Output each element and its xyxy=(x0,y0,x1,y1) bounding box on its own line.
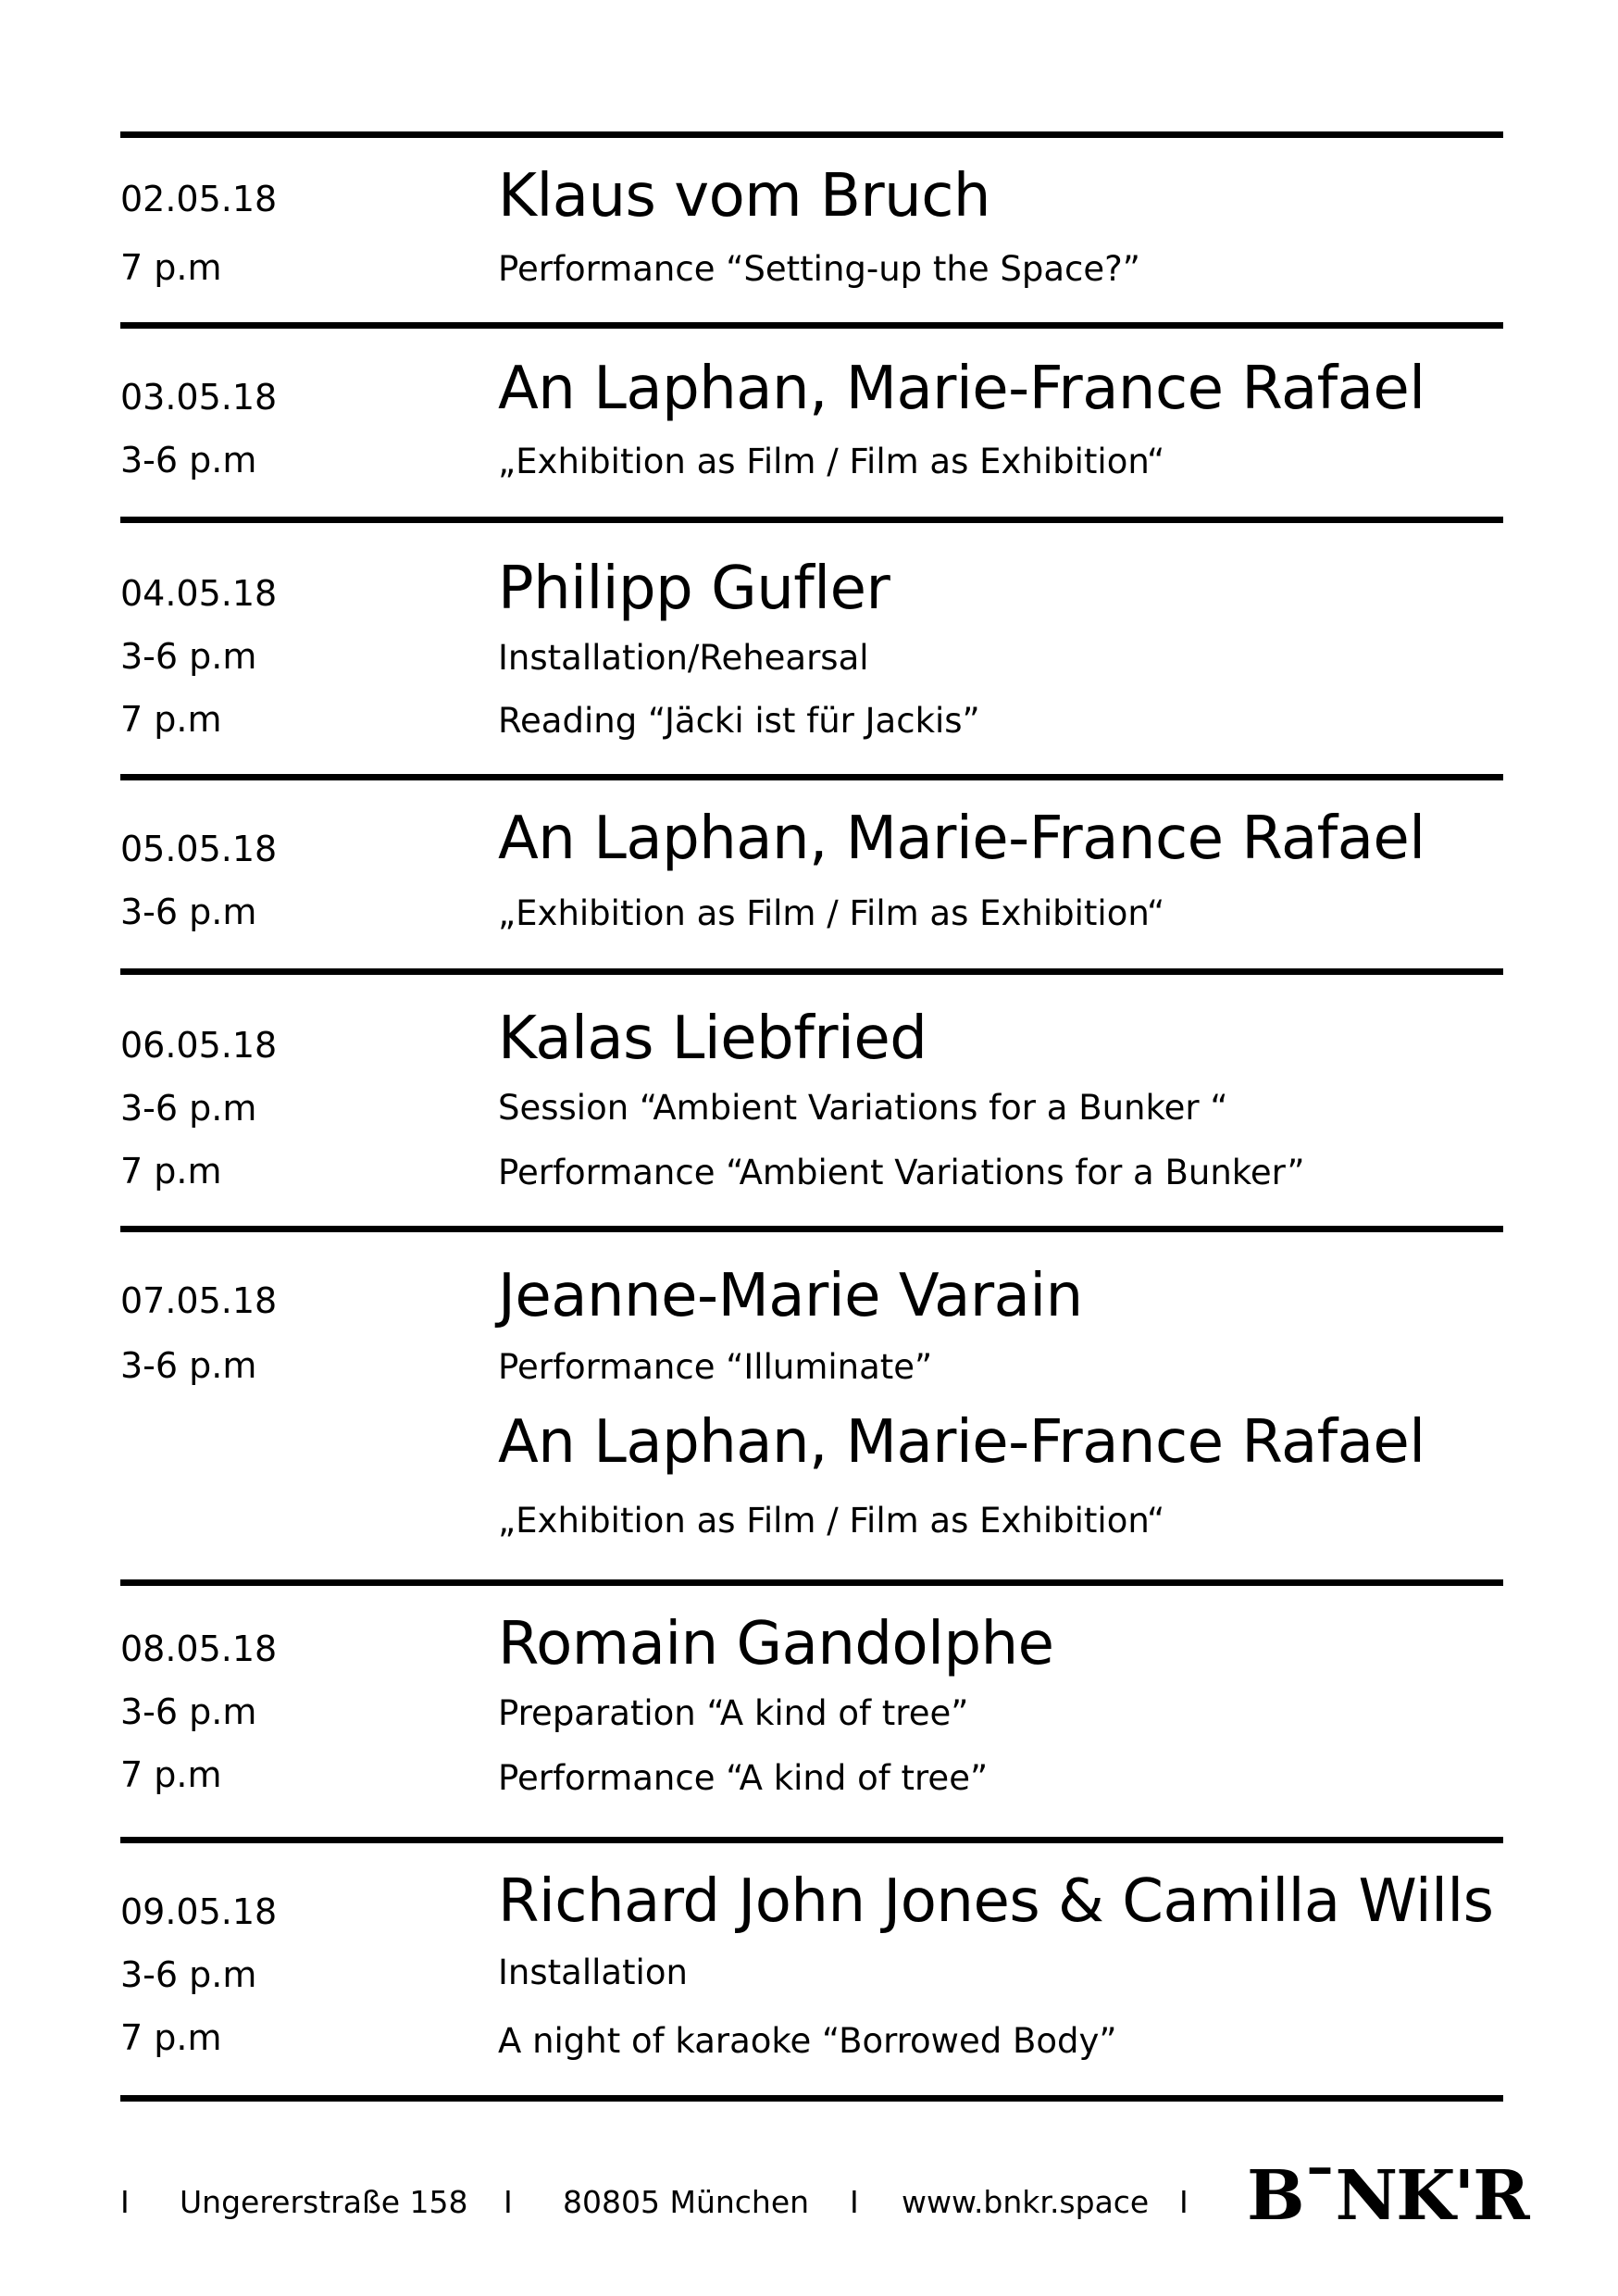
artist-name: Richard John Jones & Camilla Wills xyxy=(498,1867,1494,1936)
footer-separator: I xyxy=(1179,2184,1189,2220)
event-time: 3-6 p.m xyxy=(120,1954,257,1995)
event-description: Performance “Ambient Variations for a Bunker” xyxy=(498,1153,1305,1192)
footer-separator: I xyxy=(850,2184,859,2220)
artist-name: An Laphan, Marie-France Rafael xyxy=(498,1408,1425,1477)
event-date: 08.05.18 xyxy=(120,1628,278,1669)
divider-rule xyxy=(120,131,1503,138)
divider-rule xyxy=(120,1837,1503,1843)
footer-address: Ungererstraße 158 xyxy=(180,2184,468,2220)
event-time: 7 p.m xyxy=(120,247,222,288)
event-time: 7 p.m xyxy=(120,1151,222,1192)
divider-rule xyxy=(120,517,1503,523)
divider-rule xyxy=(120,322,1503,329)
artist-name: Jeanne-Marie Varain xyxy=(498,1262,1083,1330)
event-description: Reading “Jäcki ist für Jackis” xyxy=(498,701,980,741)
event-description: Performance “A kind of tree” xyxy=(498,1758,989,1798)
event-time: 3-6 p.m xyxy=(120,892,257,932)
event-time: 3-6 p.m xyxy=(120,1088,257,1129)
artist-name: Romain Gandolphe xyxy=(498,1610,1054,1678)
artist-name: Klaus vom Bruch xyxy=(498,162,990,231)
event-time: 7 p.m xyxy=(120,1754,222,1795)
divider-rule xyxy=(120,1579,1503,1586)
event-description: Installation xyxy=(498,1953,688,1992)
event-date: 02.05.18 xyxy=(120,179,278,219)
footer-city: 80805 München xyxy=(563,2184,810,2220)
bnkr-logo: B¯NK'R xyxy=(1247,2156,1528,2236)
event-date: 07.05.18 xyxy=(120,1280,278,1321)
event-description: „Exhibition as Film / Film as Exhibition“ xyxy=(498,893,1165,933)
artist-name: An Laphan, Marie-France Rafael xyxy=(498,805,1425,873)
event-date: 04.05.18 xyxy=(120,573,278,614)
event-time: 3-6 p.m xyxy=(120,440,257,480)
footer-separator: I xyxy=(504,2184,513,2220)
artist-name: An Laphan, Marie-France Rafael xyxy=(498,355,1425,423)
artist-name: Kalas Liebfried xyxy=(498,1004,927,1073)
event-description: Performance “Illuminate” xyxy=(498,1347,933,1387)
footer-separator: I xyxy=(120,2184,130,2220)
event-time: 7 p.m xyxy=(120,699,222,740)
event-time: 3-6 p.m xyxy=(120,1345,257,1386)
event-description: A night of karaoke “Borrowed Body” xyxy=(498,2021,1117,2061)
divider-rule xyxy=(120,2095,1503,2102)
event-date: 06.05.18 xyxy=(120,1025,278,1066)
footer-website[interactable]: www.bnkr.space xyxy=(902,2184,1150,2220)
event-time: 3-6 p.m xyxy=(120,636,257,677)
divider-rule xyxy=(120,968,1503,975)
event-description: „Exhibition as Film / Film as Exhibition“ xyxy=(498,442,1165,481)
event-date: 09.05.18 xyxy=(120,1891,278,1932)
event-description: Preparation “A kind of tree” xyxy=(498,1693,969,1733)
divider-rule xyxy=(120,1226,1503,1232)
event-description: Session “Ambient Variations for a Bunker “ xyxy=(498,1088,1228,1128)
event-description: Installation/Rehearsal xyxy=(498,638,869,678)
divider-rule xyxy=(120,774,1503,780)
event-description: „Exhibition as Film / Film as Exhibition“ xyxy=(498,1501,1165,1541)
event-date: 03.05.18 xyxy=(120,377,278,418)
artist-name: Philipp Gufler xyxy=(498,555,890,623)
event-time: 3-6 p.m xyxy=(120,1691,257,1732)
event-description: Performance “Setting-up the Space?” xyxy=(498,249,1140,289)
event-time: 7 p.m xyxy=(120,2017,222,2058)
event-date: 05.05.18 xyxy=(120,829,278,869)
